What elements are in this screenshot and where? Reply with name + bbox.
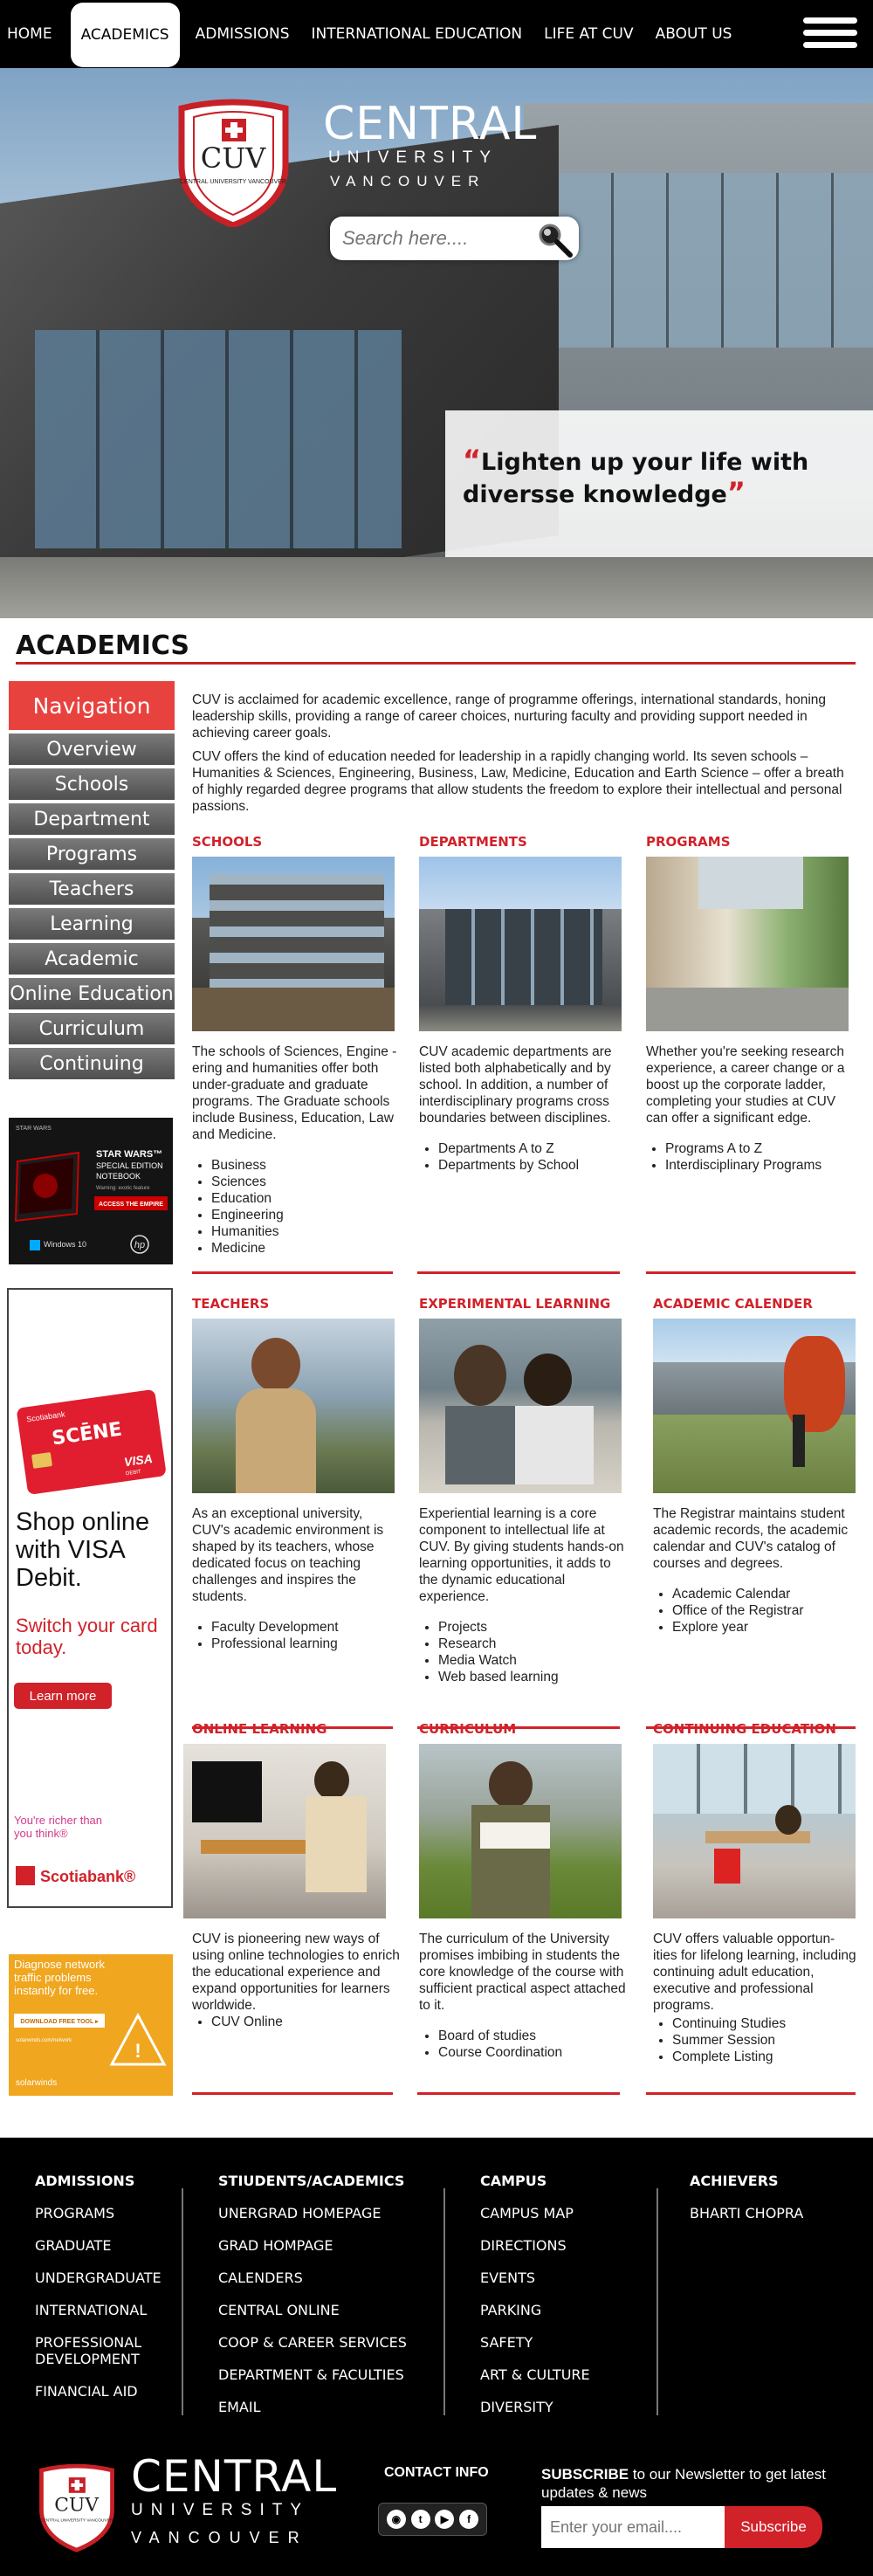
link-medicine[interactable]: • Medicine (211, 1240, 402, 1257)
footer-link[interactable]: GRAD HOMPAGE (218, 2237, 333, 2254)
hamburger-menu-icon[interactable] (803, 17, 857, 52)
facebook-icon[interactable]: f (459, 2510, 478, 2529)
divider (646, 2092, 856, 2095)
link-faculty-development[interactable]: • Faculty Development (211, 1619, 402, 1636)
footer-link[interactable]: DIVERSITY (480, 2399, 553, 2415)
hp-ad-line4: Warning: exotic feature (96, 1186, 150, 1191)
svg-text:!: ! (134, 2040, 141, 2062)
link-web-based-learning[interactable]: • Web based learning (438, 1669, 629, 1685)
link-research[interactable]: • Research (438, 1636, 629, 1652)
hp-ad-os: Windows 10 (44, 1240, 87, 1249)
play-icon[interactable]: ▶ (435, 2510, 454, 2529)
page-title: ACADEMICS (16, 630, 190, 661)
link-academic-calendar[interactable]: • Academic Calendar (672, 1586, 863, 1602)
link-cuv-online[interactable]: • CUV Online (211, 2014, 402, 2030)
teachers-image[interactable] (192, 1319, 395, 1493)
search-box (330, 217, 579, 260)
card-title[interactable]: ACADEMIC CALENDER (653, 1296, 813, 1312)
link-interdisciplinary-programs[interactable]: • Interdisciplinary Programs (665, 1157, 856, 1174)
email-field[interactable] (541, 2506, 725, 2548)
sidenav-item-academic[interactable]: Academic (9, 943, 175, 975)
footer-crest-letters: CUV (54, 2494, 100, 2517)
divider (192, 2092, 393, 2095)
camera-icon[interactable]: ◉ (387, 2510, 406, 2529)
card-curriculum (419, 1721, 629, 2061)
curriculum-image[interactable] (419, 1744, 622, 1918)
footer-link[interactable]: ART & CULTURE (480, 2366, 590, 2383)
network-ad-brand: solarwinds (16, 2078, 58, 2088)
divider (417, 2092, 620, 2095)
card-link-list (419, 2028, 629, 2061)
footer-col-achievers (690, 2173, 856, 2237)
divider (417, 1271, 620, 1274)
sidenav-item-continuing[interactable]: Continuing (9, 1048, 175, 1079)
divider (646, 1271, 856, 1274)
footer-link[interactable]: PROGRAMS (35, 2205, 115, 2221)
card-text: CUV academic departments are listed both alphabetically and by school. In addition, a number of interdisciplinary programs cross boundaries between disciplines. (419, 1044, 612, 1126)
search-input[interactable] (330, 227, 522, 250)
brand-wordmark (323, 98, 538, 190)
footer-heading: ACHIEVERS (690, 2173, 779, 2189)
card-experimental-learning (419, 1296, 629, 1685)
card-title[interactable]: CURRICULUM (419, 1721, 517, 1737)
card-link-list (419, 1619, 629, 1685)
side-navigation-heading: Navigation (9, 681, 175, 730)
sidenav-item-teachers[interactable]: Teachers (9, 873, 175, 905)
top-navigation-bar (0, 0, 873, 68)
link-programs-a-to-z[interactable]: • Programs A to Z (665, 1140, 856, 1157)
footer-link[interactable]: BHARTI CHOPRA (690, 2205, 804, 2221)
academic-calender-image[interactable] (653, 1319, 856, 1493)
sidenav-item-schools[interactable]: Schools (9, 768, 175, 800)
nav-life-at-cuv[interactable]: LIFE AT CUV (544, 25, 634, 43)
footer-link[interactable]: FINANCIAL AID (35, 2383, 138, 2400)
sidenav-item-curriculum[interactable]: Curriculum (9, 1013, 175, 1044)
card-title[interactable]: CONTINUING EDUCATION (653, 1721, 836, 1737)
link-board-of-studies[interactable]: • Board of studies (438, 2028, 629, 2044)
footer-link[interactable]: PROFESSIONAL DEVELOPMENT (35, 2334, 142, 2367)
card-text: CUV is pioneering new ways of using online technologies to enrich the educational experience and expand opportunities for learners worldwide. (192, 1932, 400, 2013)
network-tool-ad[interactable] (9, 1954, 173, 2096)
link-humanities[interactable]: • Humanities (211, 1223, 402, 1240)
footer-crest-logo[interactable] (37, 2461, 117, 2552)
intro-text (192, 692, 857, 822)
footer-col-admissions (35, 2173, 183, 2415)
card-title[interactable]: PROGRAMS (646, 834, 731, 850)
subscribe-rest: to our Newsletter to get latest updates & news (541, 2466, 826, 2501)
sidenav-item-online-education[interactable]: Online Education (9, 978, 175, 1009)
main-menu (0, 0, 873, 68)
footer-divider (443, 2188, 445, 2415)
social-links (378, 2503, 487, 2536)
hero-banner (0, 68, 873, 618)
footer-link[interactable]: INTERNATIONAL (35, 2302, 148, 2318)
footer-divider (182, 2188, 183, 2415)
scotiabank-logo: Scotiabank® (40, 1868, 136, 1885)
card-link-list (419, 1140, 629, 1174)
nav-international-education[interactable]: INTERNATIONAL EDUCATION (311, 25, 523, 43)
hp-ad-cta: ACCESS THE EMPIRE (99, 1202, 163, 1208)
card-title[interactable]: TEACHERS (192, 1296, 270, 1312)
footer-col-students (218, 2173, 436, 2431)
card-programs (646, 834, 856, 1174)
card-continuing-education (653, 1721, 863, 2065)
university-crest-logo[interactable] (175, 96, 292, 227)
card-text: Whether you're seeking research experience, a career change or a boost up the corporate ladder, completing your studies at CUV can offer a significant edge. (646, 1044, 845, 1126)
footer-col-campus (480, 2173, 655, 2431)
hero-quote-text: Lighten up your life with diversse knowledge (463, 449, 809, 508)
footer-link[interactable]: UNERGRAD HOMEPAGE (218, 2205, 382, 2221)
link-departments-by-school[interactable]: • Departments by School (438, 1157, 629, 1174)
card-link-list (653, 1586, 863, 1636)
card-link-list (192, 1157, 402, 1257)
footer-link[interactable]: CENTRAL ONLINE (218, 2302, 340, 2318)
link-professional-learning[interactable]: • Professional learning (211, 1636, 402, 1652)
footer-brand-central: CENTRAL (131, 2451, 338, 2502)
schools-image[interactable] (192, 857, 395, 1031)
footer-link[interactable]: SAFETY (480, 2334, 533, 2351)
network-ad-cta: DOWNLOAD FREE TOOL ▸ (20, 2019, 99, 2025)
scotia-ad-subhead: Switch your card today. (16, 1615, 158, 1658)
newsletter-text (541, 2465, 847, 2502)
link-business[interactable]: • Business (211, 1157, 402, 1174)
brand-line-central: CENTRAL (323, 98, 538, 150)
card-title[interactable]: EXPERIMENTAL LEARNING (419, 1296, 611, 1312)
crest-letters: CUV (200, 141, 266, 175)
footer-brand-vancouver: VANCOUVER (131, 2529, 308, 2546)
link-media-watch[interactable]: • Media Watch (438, 1652, 629, 1669)
subscribe-bold: SUBSCRIBE (541, 2466, 629, 2483)
link-explore-year[interactable]: • Explore year (672, 1619, 863, 1636)
title-divider (16, 662, 856, 665)
contact-info-heading[interactable]: CONTACT INFO (384, 2465, 489, 2480)
hp-ad-artwork (9, 1118, 173, 1264)
card-link-list (646, 1140, 856, 1174)
footer-link[interactable]: CALENDERS (218, 2269, 303, 2286)
brand-line-vancouver: VANCOUVER (330, 173, 486, 189)
crest-caption: CENTRAL UNIVERSITY VANCOUVER (179, 179, 287, 185)
network-ad-text: Diagnose network traffic problems instantly for free. (14, 1958, 106, 1997)
quote-close-mark: ” (726, 476, 746, 509)
intro-paragraph-1: CUV is acclaimed for academic excellence, range of programme offerings, international standards, honing leadership skills, providing a range of career choices, nurturing faculty and providing support needed in achieving career goals. (192, 692, 827, 740)
network-ad-small: solarwinds.com/network (16, 2038, 72, 2043)
scotia-ad-headline: Shop online with VISA Debit. (16, 1508, 150, 1592)
card-text: As an exceptional university, CUV's academic environment is shaped by its teachers, whose dedicated focus on teaching challenges and inspires the students. (192, 1506, 384, 1604)
search-icon[interactable] (535, 220, 574, 258)
footer-link[interactable]: EVENTS (480, 2269, 536, 2286)
footer-heading: ADMISSIONS (35, 2173, 135, 2189)
card-visa: VISA (123, 1450, 154, 1470)
link-projects[interactable]: • Projects (438, 1619, 629, 1636)
card-link-list (192, 1619, 402, 1652)
footer-link[interactable]: EMAIL (218, 2399, 261, 2415)
card-link-list (192, 2014, 402, 2030)
card-brand: Scotiabank (25, 1409, 66, 1424)
card-academic-calender (653, 1296, 863, 1636)
card-name: SCĒNE (51, 1418, 124, 1450)
footer-link[interactable]: UNDERGRADUATE (35, 2269, 162, 2286)
footer-link[interactable]: DIRECTIONS (480, 2237, 567, 2254)
site-footer (0, 2138, 873, 2576)
hero-ground (0, 557, 873, 618)
experimental-learning-image[interactable] (419, 1319, 622, 1493)
side-navigation (9, 681, 175, 1083)
card-title[interactable]: SCHOOLS (192, 834, 263, 850)
nav-admissions[interactable]: ADMISSIONS (195, 25, 290, 43)
twitter-icon[interactable]: t (411, 2510, 430, 2529)
scotia-tagline: You're richer than you think® (14, 1814, 103, 1840)
link-summer-session[interactable]: • Summer Session (672, 2032, 863, 2049)
programs-image[interactable] (646, 857, 849, 1031)
sidenav-item-department[interactable]: Department (9, 803, 175, 835)
link-complete-listing[interactable]: • Complete Listing (672, 2049, 863, 2065)
link-education[interactable]: • Education (211, 1190, 402, 1207)
nav-academics[interactable]: ACADEMICS (71, 3, 180, 67)
footer-link[interactable]: GRADUATE (35, 2237, 112, 2254)
card-online-learning (192, 1721, 402, 2030)
quote-open-mark: “ (463, 444, 482, 477)
card-link-list (653, 2015, 863, 2065)
hero-windows (35, 330, 402, 548)
hp-ad-brand: STAR WARS (16, 1126, 52, 1132)
scotia-learn-more-button: Learn more (29, 1689, 97, 1704)
subscribe-button[interactable]: Subscribe (725, 2506, 822, 2548)
sidenav-item-overview[interactable]: Overview (9, 734, 175, 765)
footer-brand-university: UNIVERSITY (131, 2501, 310, 2519)
footer-link[interactable]: CAMPUS MAP (480, 2205, 574, 2221)
network-ad-artwork (9, 1954, 173, 2096)
footer-link[interactable]: DEPARTMENT & FACULTIES (218, 2366, 404, 2383)
hp-notebook-ad[interactable] (9, 1118, 173, 1264)
intro-paragraph-2: CUV offers the kind of education needed for leadership in a rapidly changing world. Its seven schools – Humanities & Sciences, Engineering, Business, Law, Medicine, Education and Earth Science – offer a breath of highly regarded degree programs that allow students the freedom to explore their intellectual and personal passions. (192, 749, 844, 814)
link-continuing-studies[interactable]: • Continuing Studies (672, 2015, 863, 2032)
departments-image[interactable] (419, 857, 622, 1031)
scotiabank-ad-artwork (9, 1290, 171, 1906)
card-text: The curriculum of the University promises imbibing in students the core knowledge of the course with sufficient practical aspect attached to it. (419, 1932, 626, 2013)
hero-quote-box (445, 410, 873, 557)
card-schools (192, 834, 402, 1257)
footer-link[interactable]: PARKING (480, 2302, 542, 2318)
continuing-education-image[interactable] (653, 1744, 856, 1918)
link-office-of-the-registrar[interactable]: • Office of the Registrar (672, 1602, 863, 1619)
card-text: The Registrar maintains student academic records, the academic calendar and CUV's catalog of courses and degrees. (653, 1506, 849, 1571)
footer-brand-wordmark (131, 2451, 338, 2547)
card-text: Experiential learning is a core component to intellectual life at CUV. By giving students hands-on learning opportunities, it adds to the dynamic educational experience. (419, 1506, 624, 1604)
newsletter-form (541, 2506, 822, 2548)
sidenav-item-learning[interactable]: Learning (9, 908, 175, 940)
footer-heading: CAMPUS (480, 2173, 547, 2189)
hp-ad-line1: STAR WARS™ (96, 1149, 163, 1160)
footer-divider (656, 2188, 658, 2415)
link-course-coordination[interactable]: • Course Coordination (438, 2044, 629, 2061)
footer-heading: STIUDENTS/ACADEMICS (218, 2173, 405, 2189)
card-text: CUV offers valuable opportun- ities for lifelong learning, including continuing adult education, executive and professional programs. (653, 1932, 856, 2013)
link-engineering[interactable]: • Engineering (211, 1207, 402, 1223)
card-text: The schools of Sciences, Engine -ering and humanities offer both under-graduate and graduate programs. The Graduate schools include Business, Education, Law and Medicine. (192, 1044, 397, 1142)
sidenav-item-programs[interactable]: Programs (9, 838, 175, 870)
card-teachers (192, 1296, 402, 1652)
footer-link[interactable]: COOP & CAREER SERVICES (218, 2334, 407, 2351)
card-title[interactable]: DEPARTMENTS (419, 834, 527, 850)
nav-about-us[interactable]: ABOUT US (655, 25, 732, 43)
hp-ad-line3: NOTEBOOK (96, 1172, 141, 1181)
card-title[interactable]: ONLINE LEARNING (192, 1721, 327, 1737)
link-departments-a-to-z[interactable]: • Departments A to Z (438, 1140, 629, 1157)
link-sciences[interactable]: • Sciences (211, 1174, 402, 1190)
nav-home[interactable]: HOME (7, 25, 52, 43)
footer-crest-caption: CENTRAL UNIVERSITY VANCOUVER (40, 2518, 113, 2524)
card-debit: DEBIT (125, 1469, 142, 1477)
hp-ad-line2: SPECIAL EDITION (96, 1161, 163, 1170)
online-learning-image[interactable] (183, 1744, 386, 1918)
hero-glass-facade (559, 173, 873, 348)
scotiabank-ad[interactable] (7, 1288, 173, 1908)
card-departments (419, 834, 629, 1174)
hp-logo: hp (134, 1240, 146, 1250)
divider (192, 1271, 393, 1274)
brand-line-university: UNIVERSITY (328, 148, 498, 167)
